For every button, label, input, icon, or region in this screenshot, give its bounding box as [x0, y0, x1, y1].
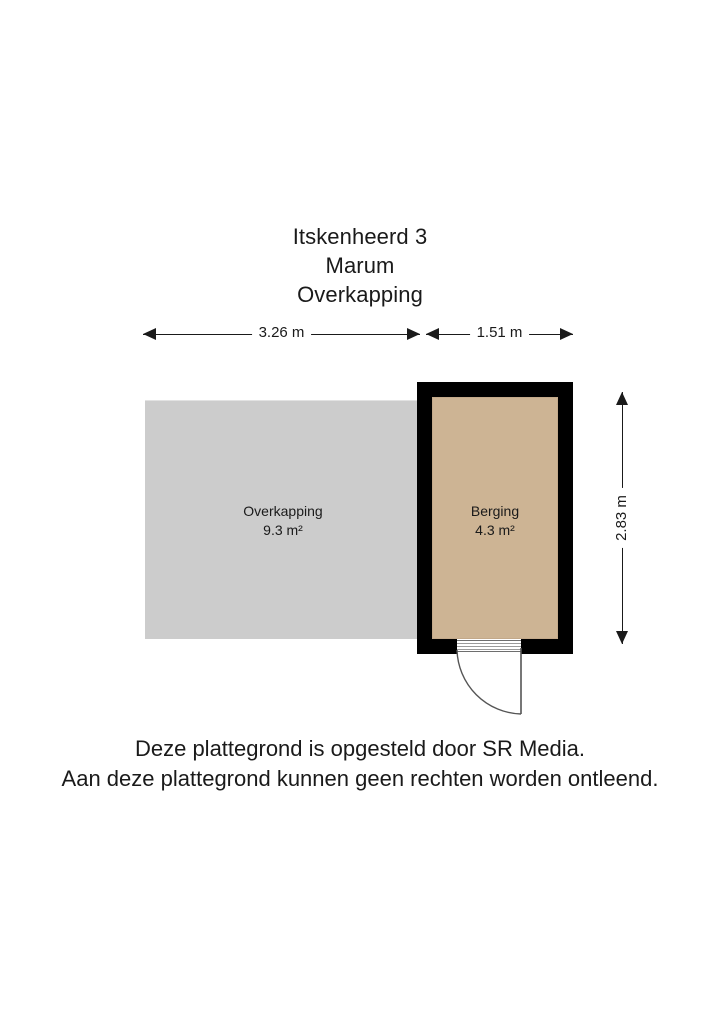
plan-name: Overkapping [297, 282, 423, 307]
room-name-overkapping: Overkapping [243, 503, 323, 519]
room-label-berging [435, 502, 555, 540]
plan-address: Itskenheerd 3 [292, 224, 428, 249]
footer-line-1: Deze plattegrond is opgesteld door SR Media. [134, 736, 586, 761]
dimension-width-right-label: 1.51 m [470, 322, 530, 344]
plan-city: Marum [325, 253, 395, 278]
footer-line-2: Aan deze plattegrond kunnen geen rechten worden ontleend. [61, 766, 659, 791]
room-label-overkapping [193, 502, 373, 540]
dimension-height-right-label: 2.83 m [612, 488, 632, 548]
room-name-berging: Berging [470, 503, 520, 519]
room-area-overkapping: 9.3 m² [263, 522, 303, 538]
room-area-berging: 4.3 m² [475, 522, 515, 538]
dimension-width-left-label: 3.26 m [252, 322, 312, 344]
footer-block [0, 734, 720, 794]
door-swing-icon [450, 648, 530, 724]
